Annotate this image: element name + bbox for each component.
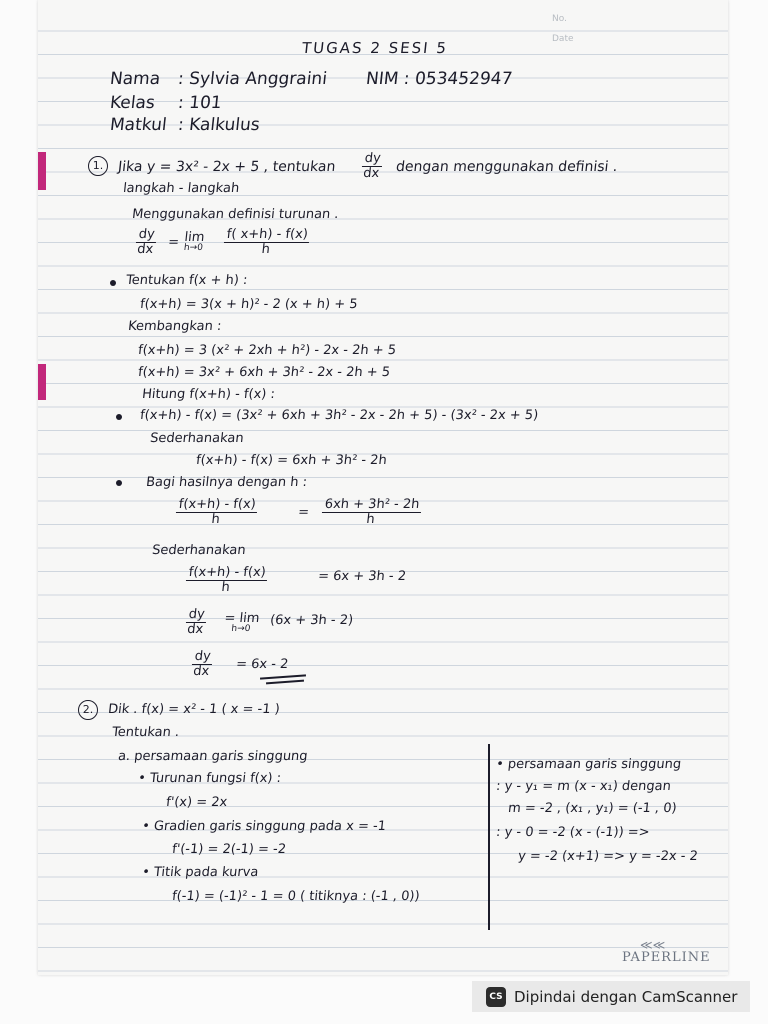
q2-titik: • Titik pada kurva (141, 865, 260, 880)
step-bagi: Bagi hasilnya dengan h : (145, 475, 308, 490)
q2-gradien: • Gradien garis singgung pada x = -1 (141, 819, 387, 834)
camscanner-footer (472, 981, 750, 1012)
q1-prompt-derivative (361, 152, 384, 180)
final-answer: = 6x - 2 (235, 657, 290, 672)
limit-expression (223, 612, 260, 634)
matkul-value: : Kalkulus (176, 115, 261, 135)
date-label: Date (552, 34, 574, 44)
answer-dy: dy (192, 650, 213, 665)
question-number: 2. (78, 700, 98, 720)
def-limit (183, 231, 205, 253)
quotient-simplified-result: = 6x + 3h - 2 (317, 569, 407, 584)
step-quotient-right (321, 498, 423, 526)
step-expand-1: f(x+h) = 3 (x² + 2xh + h²) - 2x - 2h + 5 (137, 343, 397, 358)
q2-titik-value: f(-1) = (-1)² - 1 = 0 ( titiknya : (-1 , 0)) (171, 889, 421, 904)
step-simplified-1: f(x+h) - f(x) = 6xh + 3h² - 2h (195, 453, 388, 468)
q1-prompt-dx: dx (362, 165, 381, 181)
no-label: No. (552, 14, 567, 24)
q2-turunan: • Turunan fungsi f(x) : (137, 771, 282, 786)
quotient-equals: = (297, 505, 310, 520)
step-expand-2: f(x+h) = 3x² + 6xh + 3h² - 2x - 2h + 5 (137, 365, 391, 380)
step-difference: f(x+h) - f(x) = (3x² + 6xh + 3h² - 2x - 2h + 5) - (3x² - 2x + 5) (139, 408, 539, 423)
def-lim-sub: h→0 (183, 243, 204, 253)
limit-sub: h→0 (230, 624, 251, 634)
limit-dy: dy (186, 608, 207, 623)
matkul-label: Matkul (108, 115, 168, 135)
nim-value: NIM : 053452947 (364, 69, 514, 89)
right-line-4: : y - 0 = -2 (x - (-1)) => (495, 825, 651, 840)
step-quotient-left (175, 498, 259, 526)
page-title: TUGAS 2 SESI 5 (301, 39, 449, 57)
question-number: 1. (88, 156, 108, 176)
limit-word: = lim (223, 611, 261, 626)
bullet (110, 280, 116, 286)
def-dy: dy (136, 228, 157, 243)
quotient-simplified-den: h (220, 579, 231, 595)
step-sederhanakan-2: Sederhanakan (151, 543, 247, 558)
limit-rhs: (6x + 3h - 2) (269, 613, 354, 628)
answer-dx: dx (192, 663, 211, 679)
q2-fprime: f'(x) = 2x (165, 795, 228, 810)
limit-dx: dx (186, 621, 205, 637)
camscanner-logo-icon: CS (486, 987, 506, 1007)
def-numerator: f( x+h) - f(x) (224, 228, 311, 243)
def-dx: dx (136, 241, 155, 257)
bullet (116, 414, 122, 420)
def-derivative (135, 228, 158, 256)
step-tentukan: Tentukan f(x + h) : (125, 273, 249, 288)
q1-prompt-end: dengan menggunakan definisi . (395, 159, 619, 175)
quotient-left-den: h (210, 511, 221, 527)
step-hitung: Hitung f(x+h) - f(x) : (141, 387, 276, 402)
q1-langkah: langkah - langkah (122, 181, 240, 196)
def-quotient (223, 228, 311, 256)
q2-given: Dik . f(x) = x² - 1 ( x = -1 ) (107, 702, 281, 717)
step-sederhanakan-1: Sederhanakan (149, 431, 245, 446)
page-tab-marker (38, 152, 46, 190)
q1-menggunakan: Menggunakan definisi turunan . (131, 207, 340, 222)
quotient-right-den: h (365, 511, 376, 527)
right-line-3: m = -2 , (x₁ , y₁) = (-1 , 0) (507, 801, 678, 816)
q1-prompt: Jika y = 3x² - 2x + 5 , tentukan (117, 159, 337, 175)
q2-part-a: a. persamaan garis singgung (117, 749, 309, 764)
q2-tentukan: Tentukan . (111, 725, 180, 740)
kelas-value: : 101 (176, 93, 223, 113)
brand-name: PAPERLINE (622, 950, 711, 965)
answer-derivative (191, 650, 214, 678)
step-fxh: f(x+h) = 3(x + h)² - 2 (x + h) + 5 (139, 297, 359, 312)
right-line-5: y = -2 (x+1) => y = -2x - 2 (517, 849, 699, 864)
kelas-label: Kelas (108, 93, 156, 113)
step-quotient-simplified (185, 566, 269, 594)
camscanner-text: Dipindai dengan CamScanner (514, 987, 738, 1006)
right-line-1: • persamaan garis singgung (495, 757, 682, 772)
quotient-right-num: 6xh + 3h² - 2h (322, 498, 422, 513)
nama-value: : Sylvia Anggraini (176, 69, 329, 89)
nama-label: Nama (108, 69, 162, 89)
quotient-left-num: f(x+h) - f(x) (176, 498, 258, 513)
q2-fprime-value: f'(-1) = 2(-1) = -2 (171, 842, 287, 857)
def-equals: = (167, 235, 180, 250)
q1-prompt-dy: dy (362, 152, 383, 167)
def-denominator: h (260, 241, 271, 257)
bullet (116, 480, 122, 486)
right-line-2: : y - y₁ = m (x - x₁) dengan (495, 779, 672, 794)
paperline-logo-icon: ≪≪ (640, 938, 666, 952)
column-divider (488, 744, 490, 930)
page-tab-marker (38, 364, 46, 400)
limit-derivative (185, 608, 208, 636)
def-lim-word: lim (183, 230, 206, 245)
quotient-simplified-num: f(x+h) - f(x) (186, 566, 268, 581)
step-kembangkan: Kembangkan : (127, 319, 223, 334)
